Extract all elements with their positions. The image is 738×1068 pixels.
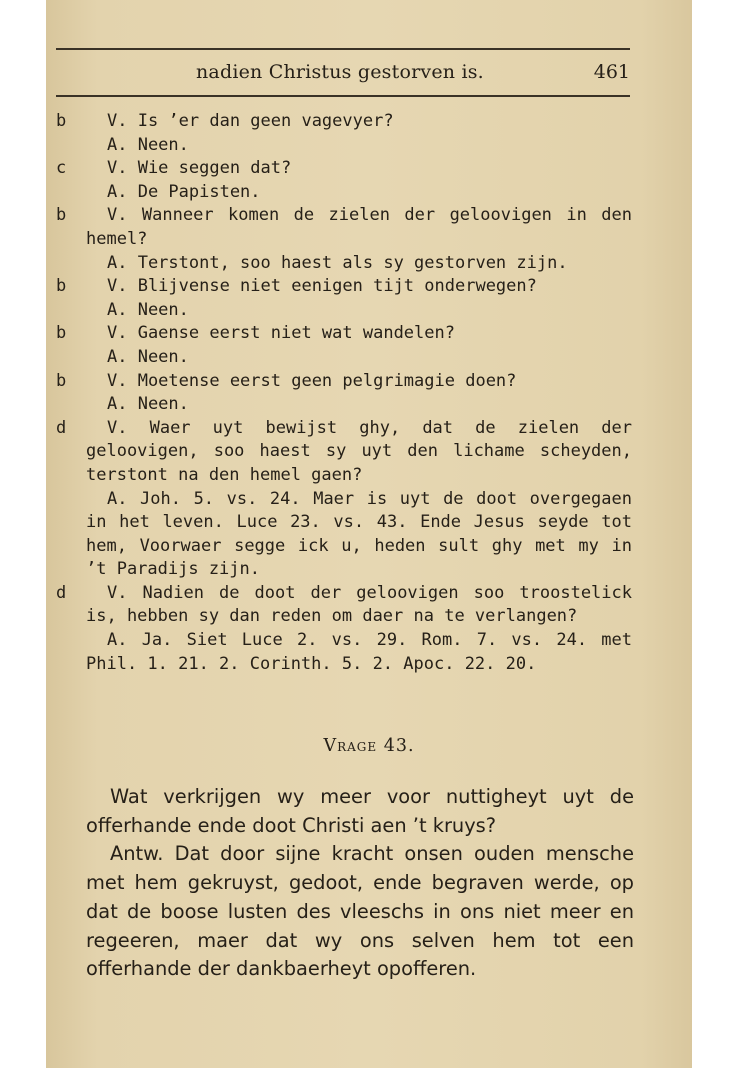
question-text: V. Moetense eerst geen pelgrimagie doen? [107,370,517,391]
answer-text: A. De Papisten. [107,181,261,202]
answer-text: A. Terstont, soo haest als sy gestorven zijn. [107,252,568,273]
qa-entry [56,110,632,134]
qa-entry [56,370,632,394]
qa-entry [86,346,632,370]
margin-marker: b [56,205,67,226]
question-answer-list [56,110,632,676]
margin-marker: d [56,417,67,438]
margin-marker: d [56,582,67,603]
section-answer: Antw. Dat door sijne kracht onsen ouden mensche met hem gekruyst, gedoot, ende begraven werde, op dat de boose lusten des vleeschs in ons niet meer en regeeren, maer dat wy ons selven hem tot een offerhande der dankbaerheyt opofferen. [86,842,634,981]
margin-marker: b [56,323,67,344]
qa-entry [86,134,632,158]
answer-text: A. Neen. [107,346,189,367]
section-heading-word: rage [337,736,378,756]
question-text: V. Nadien de doot der geloovigen soo troostelick is, hebben sy dan reden om daer na te verlangen? [86,582,632,627]
qa-entry [86,629,632,676]
margin-marker: b [56,111,67,131]
header-rule-top [56,48,630,50]
qa-entry [56,157,632,181]
section-heading-number: 43. [383,736,415,756]
qa-entry [86,488,632,582]
qa-entry [56,204,632,251]
margin-marker: b [56,276,67,297]
answer-text: A. Neen. [107,394,189,415]
answer-text: A. Neen. [107,134,189,155]
question-text: V. Wanneer komen de zielen der geloovigen in den hemel? [86,205,632,249]
question-text: V. Blijvense niet eenigen tijt onderwegen? [107,276,537,297]
qa-entry [56,322,632,346]
section-question: Wat verkrijgen wy meer voor nuttigheyt uyt de offerhande ende doot Christi aen ’t kruys? [86,785,634,837]
section-heading [46,736,692,756]
question-text: V. Wie seggen dat? [107,158,292,179]
answer-text: A. Ja. Siet Luce 2. vs. 29. Rom. 7. vs. 24. met Phil. 1. 21. 2. Corinth. 5. 2. Apoc. 22. 20. [86,630,632,674]
section-body [86,783,634,984]
qa-entry [56,275,632,299]
qa-entry [86,252,632,276]
question-text: V. Gaense eerst niet wat wandelen? [107,323,455,344]
margin-marker: c [56,158,67,179]
margin-marker: b [56,370,67,391]
book-page [46,0,692,1068]
running-header-title: nadien Christus gestorven is. [196,61,484,83]
page-number: 461 [593,61,630,83]
qa-entry [86,393,632,417]
qa-entry [86,181,632,205]
section-heading-initial: V [323,736,338,756]
qa-entry [86,299,632,323]
qa-entry [56,582,632,629]
question-text: V. Waer uyt bewijst ghy, dat de zielen der geloovigen, soo haest sy uyt den lichame scheyden, terstont na den hemel gaen? [86,417,632,485]
header-rule-bottom [56,95,630,97]
qa-entry [56,417,632,488]
answer-text: A. Neen. [107,299,189,320]
answer-text: A. Joh. 5. vs. 24. Maer is uyt de doot overgegaen in het leven. Luce 23. vs. 43. Ende Jesus seyde tot hem, Voorwaer segge ick u, heden sult ghy met my in ’t Paradijs zijn. [86,488,632,580]
question-text: V. Is ’er dan geen vagevyer? [107,111,394,131]
